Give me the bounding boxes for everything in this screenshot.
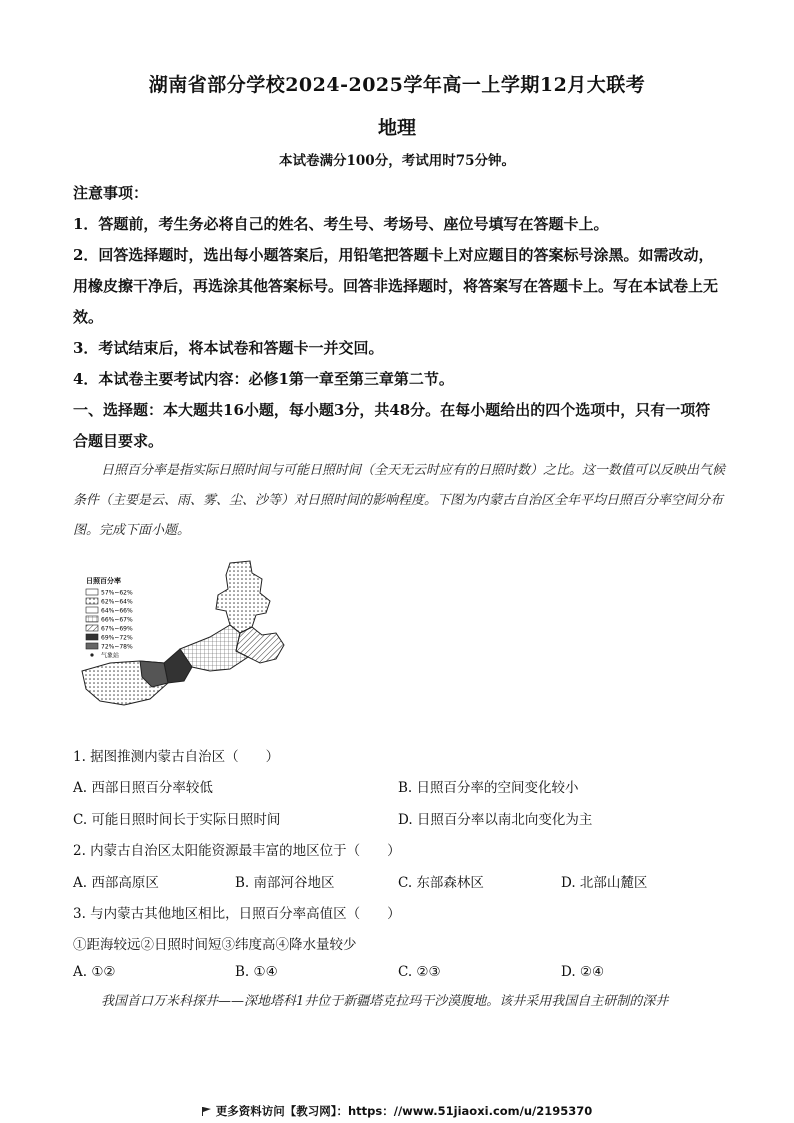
question-1-stem: 1. 据图推测内蒙古自治区（ ） [73,749,280,765]
q3-option-b[interactable]: B. ①④ [235,964,278,980]
legend-title: 日照百分率 [86,577,121,585]
page-title: 湖南省部分学校2024-2025学年高一上学期12月大联考 [148,74,646,96]
legend-label-1: 57%~62% [101,589,133,597]
legend-label-6: 69%~72% [101,634,133,642]
legend-swatch-1 [86,589,98,595]
note-item-4: 4．本试卷主要考试内容：必修1第一章至第三章第二节。 [73,370,454,388]
legend-swatch-6 [86,634,98,640]
map-legend [86,576,133,660]
legend-label-station: 气象站 [101,652,120,660]
q1-option-d[interactable]: D. 日照百分率以南北向变化为主 [398,812,593,828]
exam-meta: 本试卷满分100分，考试用时75分钟。 [279,153,515,169]
legend-swatch-2 [86,598,98,604]
legend-swatch-7 [86,643,98,649]
q3-option-a[interactable]: A. ①② [73,964,116,980]
note-item-3: 3．考试结束后，将本试卷和答题卡一并交回。 [73,339,384,357]
region-east-north [216,561,270,633]
passage-sunshine: 日照百分率是指实际日照时间与可能日照时间（全天无云时应有的日照时数）之比。这一数值可以反映出气候条件（主要是云、雨、雾、尘、沙等）对日照时间的影响程度。下图为内蒙古自治区全年平均日照百分率空间分布图。完成下面小题。 [73,463,726,538]
q2-option-c[interactable]: C. 东部森林区 [398,875,484,891]
q1-option-c[interactable]: C. 可能日照时间长于实际日照时间 [73,812,281,828]
legend-label-3: 64%~66% [101,607,133,615]
station-marker-icon [90,653,93,656]
passage-deep-well: 我国首口万米科探井——深地塔科1井位于新疆塔克拉玛干沙漠腹地。该井采用我国自主研制的深井 [101,994,669,1009]
note-item-2: 2．回答选择题时，选出每小题答案后，用铅笔把答题卡上对应题目的答案标号涂黑。如需改动，用橡皮擦干净后，再选涂其他答案标号。回答非选择题时，将答案写在答题卡上。写在本试卷上无效。 [73,246,719,326]
q2-option-d[interactable]: D. 北部山麓区 [561,875,648,891]
q1-option-a[interactable]: A. 西部日照百分率较低 [73,780,213,796]
legend-label-4: 66%~67% [101,616,133,624]
legend-swatch-5 [86,625,98,631]
section-heading: 一、选择题：本大题共16小题，每小题3分，共48分。在每小题给出的四个选项中，只有一项符合题目要求。 [73,401,711,450]
q3-option-d[interactable]: D. ②④ [561,964,605,980]
legend-swatch-4 [86,616,98,622]
notes-heading: 注意事项： [73,184,149,202]
flag-icon [202,1107,212,1116]
question-3-statements: ①距海较远②日照时间短③纬度高④降水量较少 [73,937,357,953]
inner-mongolia-map [80,553,352,713]
legend-label-7: 72%~78% [101,643,133,651]
q2-option-a[interactable]: A. 西部高原区 [73,875,159,891]
subject-title: 地理 [377,117,416,139]
legend-label-2: 62%~64% [101,598,133,606]
legend-swatch-3 [86,607,98,613]
footer-text: 更多资料访问【教习网】：https：//www.51jiaoxi.com/u/2195370 [215,1104,593,1118]
q2-option-b[interactable]: B. 南部河谷地区 [235,875,335,891]
q3-option-c[interactable]: C. ②③ [398,964,441,980]
footer-link[interactable] [0,1103,794,1119]
question-3-stem: 3. 与内蒙古其他地区相比，日照百分率高值区（ ） [73,906,401,922]
q1-option-b[interactable]: B. 日照百分率的空间变化较小 [398,780,579,796]
note-item-1: 1．答题前，考生务必将自己的姓名、考生号、考场号、座位号填写在答题卡上。 [73,215,609,233]
question-2-stem: 2. 内蒙古自治区太阳能资源最丰富的地区位于（ ） [73,843,401,859]
legend-label-5: 67%~69% [101,625,133,633]
